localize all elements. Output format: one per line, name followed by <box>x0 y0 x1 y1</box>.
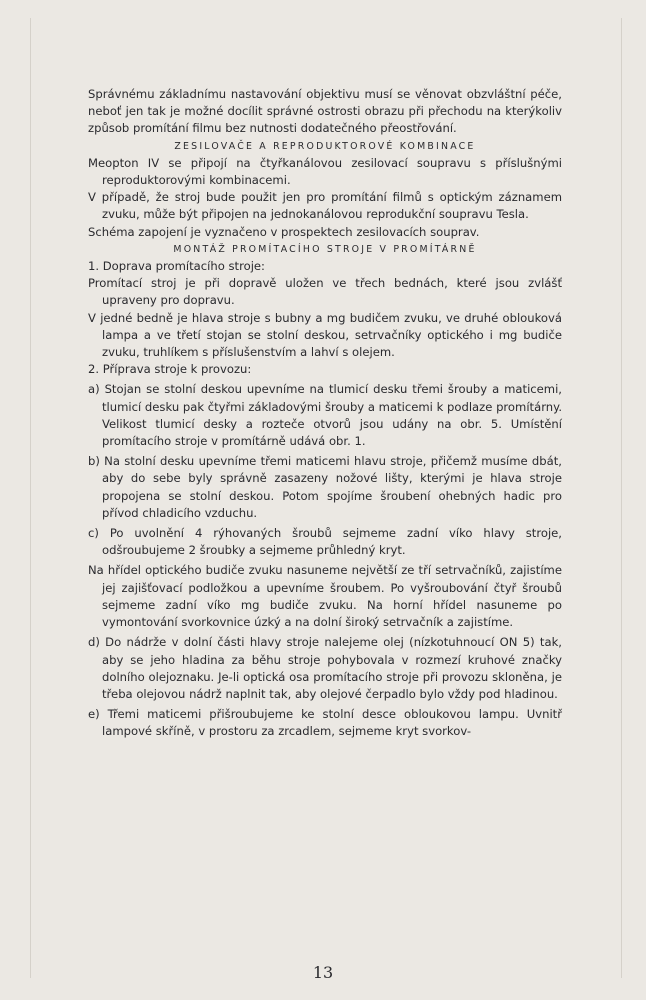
paragraph-meopton: Meopton IV se připojí na čtyřkanálovou zesilovací soupravu s příslušnými reproduktorovými kombinacemi. <box>88 155 562 188</box>
section-heading-assembly: MONTÁŽ PROMÍTACÍHO STROJE V PROMÍTÁRNĚ <box>173 243 477 255</box>
paragraph-tesla: V případě, že stroj bude použit jen pro promítání filmů s optickým záznamem zvuku, může být připojen na jednokanálovou reprodukční soupravu Tesla. <box>88 190 562 222</box>
step-c-continued: Na hřídel optického budiče zvuku nasuneme největší ze tří setrvačníků, zajistíme jej zajišťovací podložkou a upevníme šroubem. Po vyšroubování čtyř šroubů sejmeme zadní víko mg budiče zvuku. Na horní hřídel nasuneme po vymontování svorkovnice úzký a na dolní široký setrvačník a zajistíme. <box>88 563 562 630</box>
step-c: c) Po uvolnění 4 rýhovaných šroubů sejmeme zadní víko hlavy stroje, odšroubujeme 2 šroubky a sejmeme průhledný kryt. <box>88 526 562 558</box>
step-a: a) Stojan se stolní deskou upevníme na tlumicí desku třemi šrouby a maticemi, tlumicí desku pak čtyřmi základovými šrouby a maticemi k podlaze promítárny. Velikost tlumicí desky a rozteče otvorů jsou udány na obr. 5. Umístění promítacího stroje v promítárně udává obr. 1. <box>88 382 562 449</box>
intro-paragraph: Správnému základnímu nastavování objektivu musí se věnovat obzvláštní péče, neboť jen tak je možné docílit správné ostrosti obrazu při přechodu na kterýkoliv způsob promítání filmu bez nutnosti dodatečného přeostřování. <box>88 87 562 136</box>
paragraph-schema: Schéma zapojení je vyznačeno v prospektech zesilovacích souprav. <box>88 224 480 239</box>
item1-paragraph-contents: V jedné bedně je hlava stroje s bubny a mg budičem zvuku, ve druhé oblouková lampa a ve třetí stojan se stolní deskou, setrvačníky optického i mg budiče zvuku, truhlíkem s příslušenstvím a lahví s olejem. <box>88 310 562 360</box>
item1-paragraph-boxes: Promítací stroj je při dopravě uložen ve třech bednách, které jsou zvlášť upraveny pro dopravu. <box>88 276 562 308</box>
step-e: e) Třemi maticemi přišroubujeme ke stolní desce obloukovou lampu. Uvnitř lampové skříně, v prostoru za zrcadlem, sejmeme kryt svorkov- <box>88 707 562 739</box>
step-b: b) Na stolní desku upevníme třemi maticemi hlavu stroje, přičemž musíme dbát, aby do sebe byly správně zasazeny nožové lišty, kterými je hlava stroje propojena se stolní deskou. Potom spojíme šroubení ohebných hadic pro přívod chladicího vzduchu. <box>88 454 562 520</box>
step-d: d) Do nádrže v dolní části hlavy stroje nalejeme olej (nízkotuhnoucí ON 5) tak, aby se jeho hladina za běhu stroje pohybovala v rozmezí kruhové značky dolního olejoznaku. Je-li optická osa promítacího stroje při provozu skloněna, je třeba olejovou nádrž naplnit tak, aby olejové čerpadlo bylo vždy pod hladinou. <box>88 635 562 701</box>
page-number: 13 <box>312 963 334 982</box>
item1-title: 1. Doprava promítacího stroje: <box>88 259 265 274</box>
item2-title: 2. Příprava stroje k provozu: <box>88 362 252 377</box>
section-heading-amplifiers: ZESILOVAČE A REPRODUKTOROVÉ KOMBINACE <box>174 140 476 152</box>
body-text <box>88 86 562 741</box>
